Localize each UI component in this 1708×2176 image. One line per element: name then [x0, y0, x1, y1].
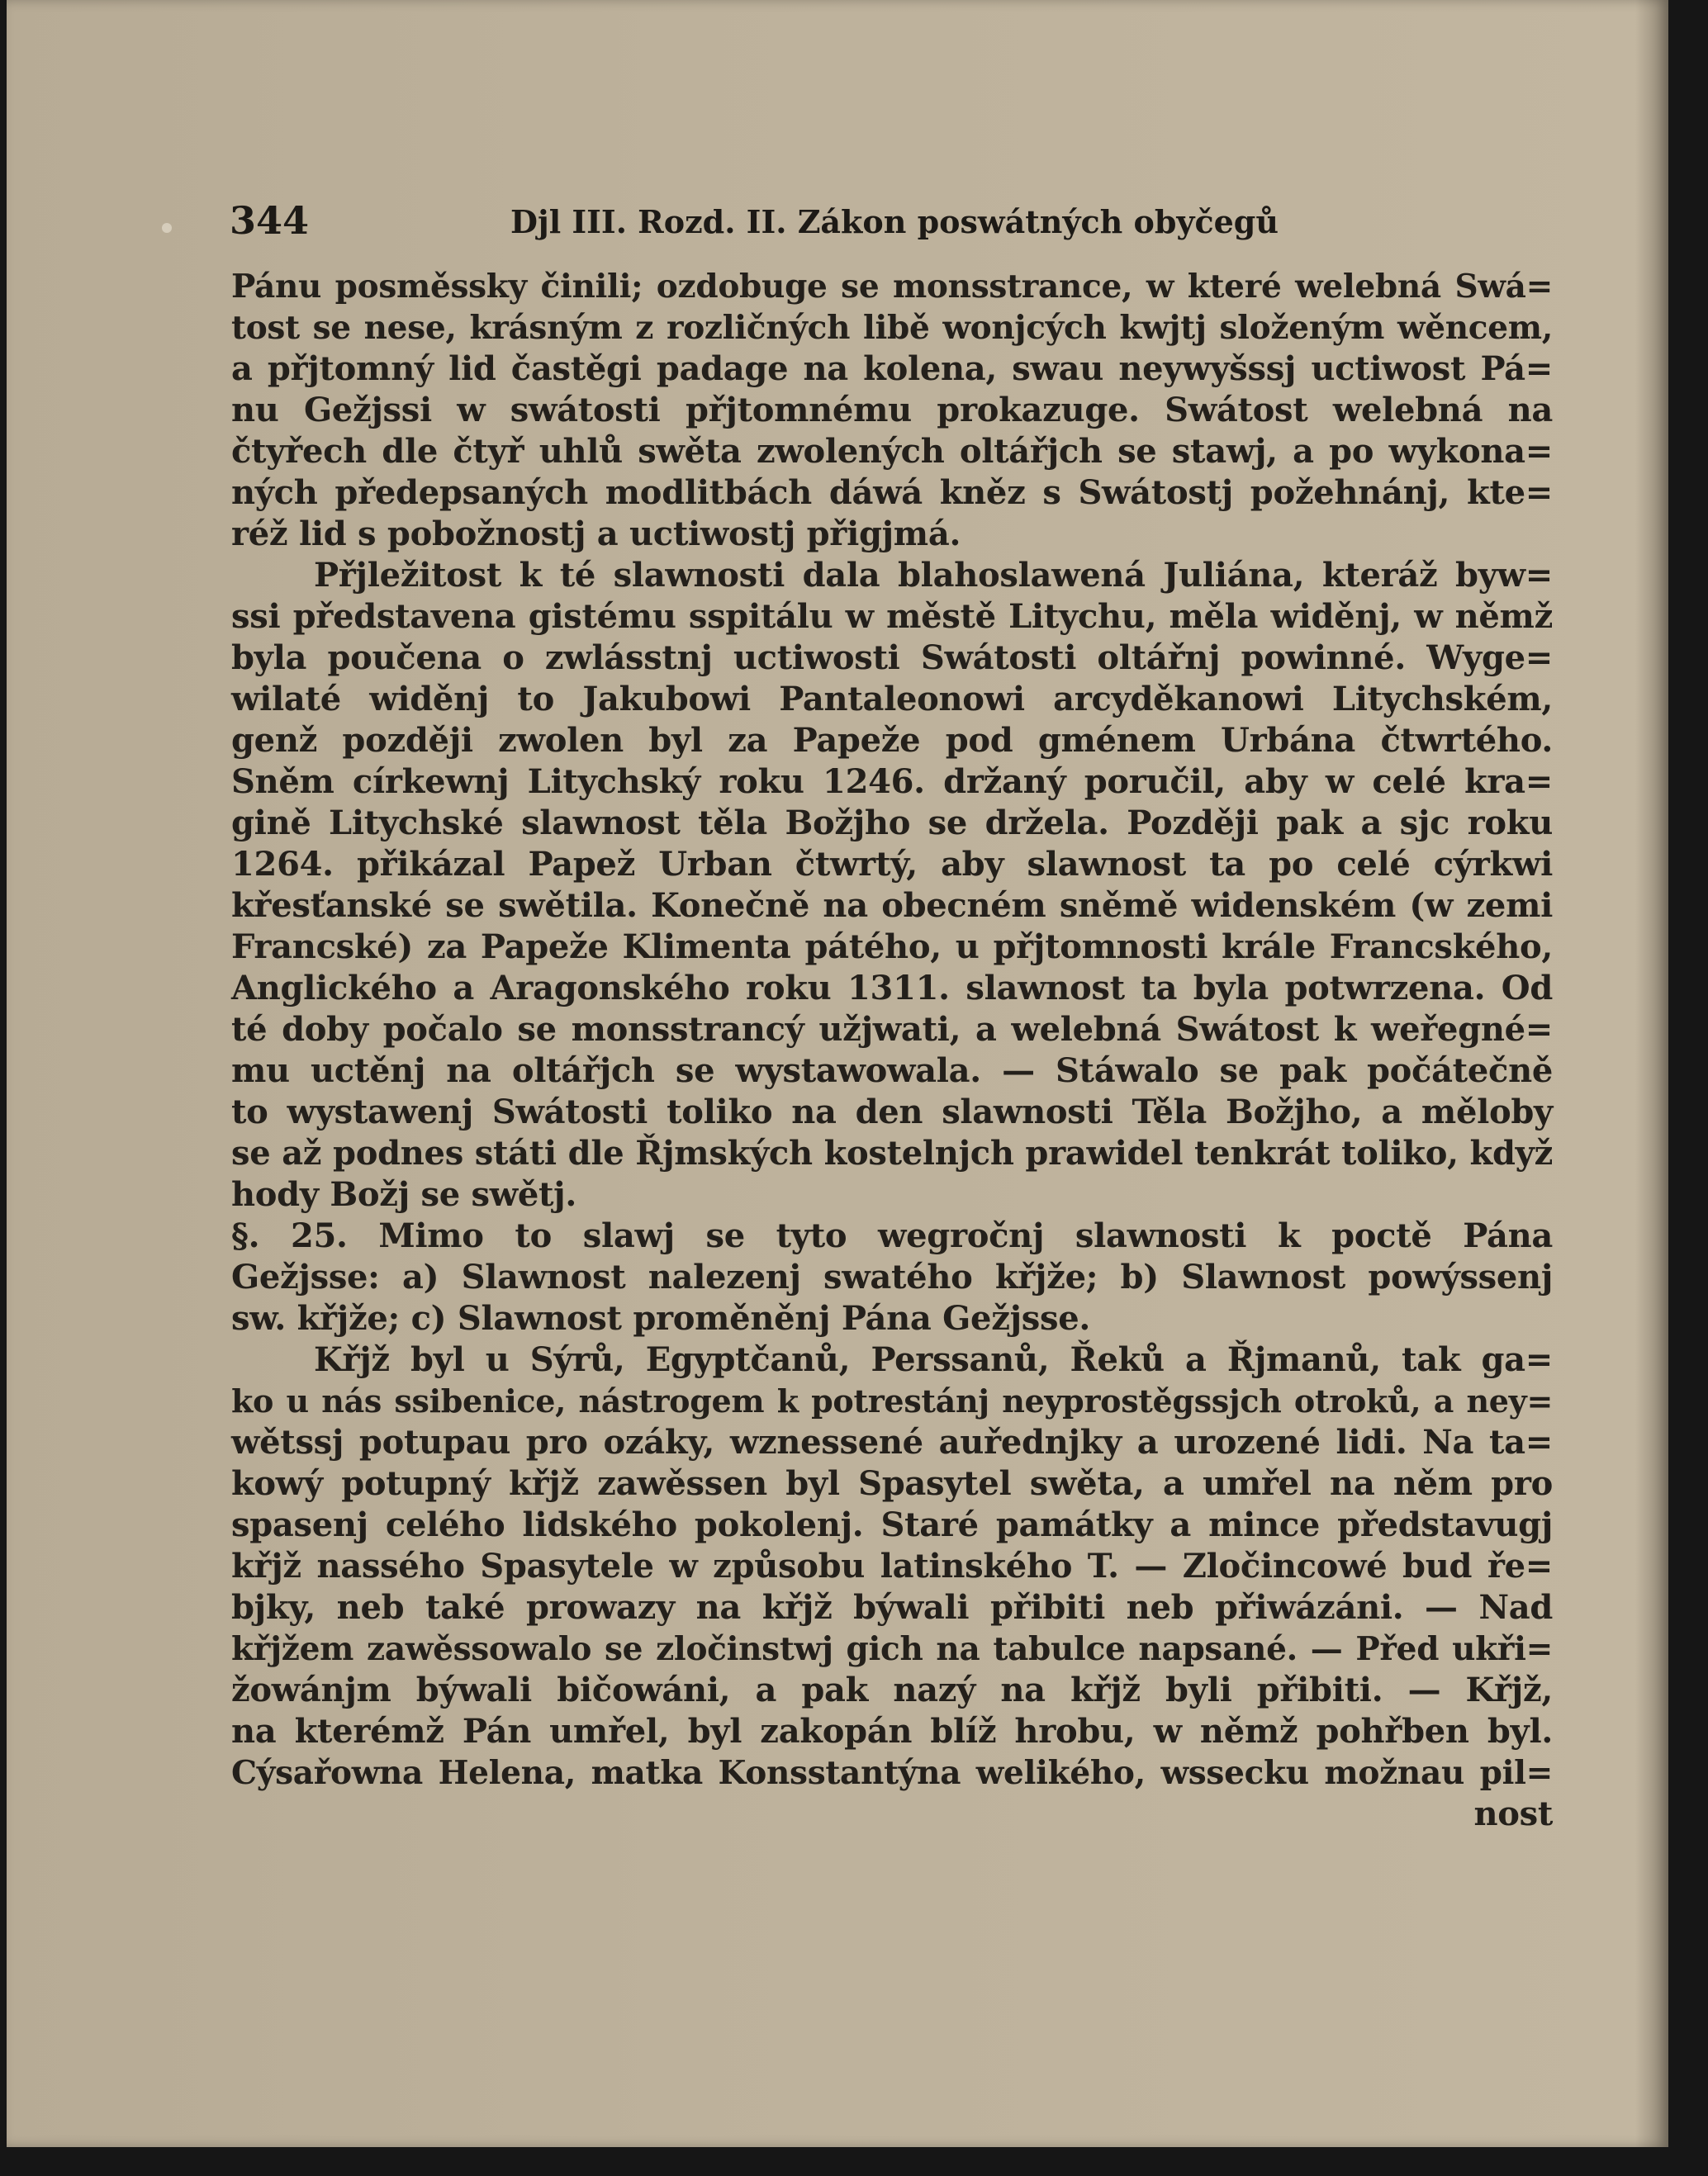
text-line: a přjtomný lid častěgi padage na kolena, swau neywyšssj uctiwost Pá= — [231, 349, 1553, 388]
text-line: Přjležitost k té slawnosti dala blahoslawená Juliána, kteráž byw= — [314, 556, 1553, 595]
text-line: žowánjm býwali bičowáni, a pak nazý na křjž byli přibiti. — Křjž, — [231, 1671, 1553, 1709]
page-number: 344 — [230, 198, 310, 243]
catchword: nost — [1473, 1794, 1553, 1833]
text-line: kowý potupný křjž zawěssen byl Spasytel swěta, a umřel na něm pro — [231, 1464, 1553, 1503]
text-line: bjky, neb také prowazy na křjž býwali přibiti neb přiwázáni. — Nad — [231, 1588, 1553, 1627]
text-line: ssi představena gistému sspitálu w městě Litychu, měla widěnj, w němž — [231, 597, 1553, 636]
text-line: spasenj celého lidského pokolenj. Staré památky a mince představugj — [231, 1505, 1553, 1544]
text-line: hody Božj se swětj. — [231, 1175, 576, 1214]
paper-spot — [162, 223, 172, 233]
text-line: gině Litychské slawnost těla Božjho se držela. Později pak a sjc roku — [231, 804, 1553, 842]
text-line: byla poučena o zwlásstnj uctiwosti Swátosti oltářnj powinné. Wyge= — [231, 638, 1553, 677]
text-line: ných předepsaných modlitbách dáwá kněz s Swátostj požehnánj, kte= — [231, 473, 1553, 512]
text-line: Sněm církewnj Litychský roku 1246. držaný poručil, aby w celé kra= — [231, 762, 1553, 801]
text-line: se až podnes státi dle Řjmských kostelnjch prawidel tenkrát toliko, když — [231, 1134, 1553, 1173]
text-line: Gežjsse: a) Slawnost nalezenj swatého křjže; b) Slawnost powýssenj — [231, 1258, 1553, 1297]
text-line: křjž nassého Spasytele w způsobu latinského T. — Zločincowé bud ře= — [231, 1547, 1553, 1586]
body-text — [231, 266, 1553, 1835]
text-line: sw. křjže; c) Slawnost proměněnj Pána Gežjsse. — [231, 1299, 1090, 1338]
text-line: Cýsařowna Helena, matka Konsstantýna welikého, wssecku možnau pil= — [231, 1754, 1553, 1792]
text-line: Francské) za Papeže Klimenta pátého, u přjtomnosti krále Francského, — [231, 927, 1553, 966]
text-line: mu uctěnj na oltářjch se wystawowala. — Stáwalo se pak počátečně — [231, 1051, 1553, 1090]
text-line: na kterémž Pán umřel, byl zakopán blíž hrobu, w němž pohřben byl. — [231, 1712, 1553, 1751]
text-line: wětssj potupau pro ozáky, wznessené auřednjky a urozené lidi. Na ta= — [231, 1423, 1553, 1462]
page-header — [221, 198, 1559, 256]
text-line: čtyřech dle čtyř uhlů swěta zwolených oltářjch se stawj, a po wykona= — [231, 432, 1553, 471]
text-line: křjžem zawěssowalo se zločinstwj gich na tabulce napsané. — Před ukři= — [231, 1630, 1553, 1668]
text-line: té doby počalo se monsstrancý užjwati, a welebná Swátost k weřegné= — [231, 1010, 1553, 1049]
text-line: tost se nese, krásným z rozličných libě wonjcých kwjtj složeným wěncem, — [231, 309, 1553, 347]
text-line: Křjž byl u Sýrů, Egyptčanů, Perssanů, Řeků a Řjmanů, tak ga= — [314, 1340, 1553, 1379]
text-line: křesťanské se swětila. Konečně na obecném sněmě widenském (w zemi — [231, 886, 1553, 925]
running-title: Djl III. Rozd. II. Zákon poswátných obyčegů — [510, 203, 1279, 240]
text-line: genž později zwolen byl za Papeže pod gménem Urbána čtwrtého. — [231, 721, 1553, 760]
text-line: to wystawenj Swátosti toliko na den slawnosti Těla Božjho, a měloby — [231, 1093, 1553, 1131]
text-line: nu Gežjssi w swátosti přjtomnému prokazuge. Swátost welebná na — [231, 391, 1553, 429]
text-line: wilaté widěnj to Jakubowi Pantaleonowi arcyděkanowi Litychském, — [231, 680, 1553, 718]
text-line: 1264. přikázal Papež Urban čtwrtý, aby slawnost ta po celé cýrkwi — [231, 845, 1553, 884]
text-line: Pánu posměssky činili; ozdobuge se monsstrance, w které welebná Swá= — [231, 268, 1553, 306]
text-line: réž lid s pobožnostj a uctiwostj přigjmá. — [231, 514, 961, 553]
text-line: §. 25. Mimo to slawj se tyto wegročnj slawnosti k poctě Pána — [231, 1216, 1553, 1255]
text-line: ko u nás ssibenice, nástrogem k potrestánj neyprostěgssjch otroků, a ney= — [231, 1382, 1553, 1420]
text-line: Anglického a Aragonského roku 1311. slawnost ta byla potwrzena. Od — [231, 969, 1553, 1007]
